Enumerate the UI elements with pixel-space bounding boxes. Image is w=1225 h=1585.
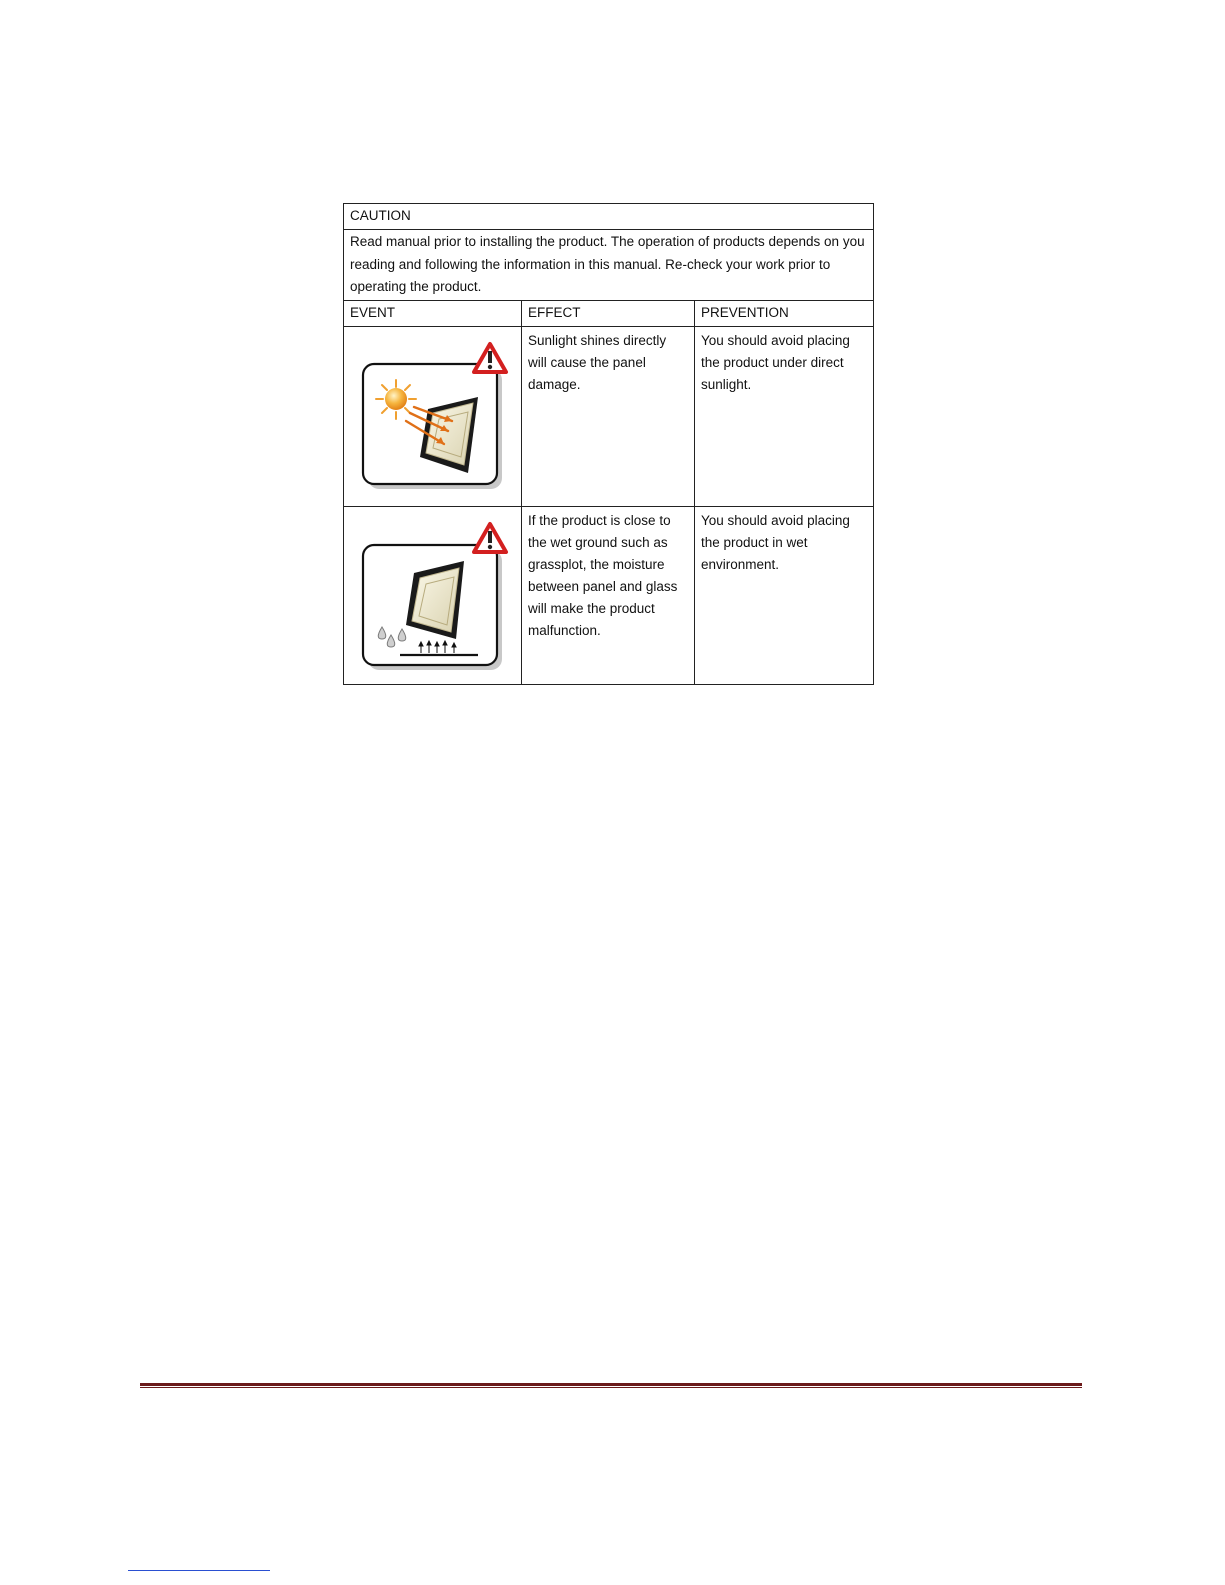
table-row xyxy=(344,326,874,506)
prevention-cell: You should avoid placing the product in wet environment. xyxy=(695,506,874,684)
prevention-cell: You should avoid placing the product under direct sunlight. xyxy=(695,326,874,506)
event-cell xyxy=(344,326,522,506)
header-effect: EFFECT xyxy=(522,300,695,326)
wet-ground-panel-warning-icon xyxy=(344,507,522,681)
caution-title-row xyxy=(344,204,874,230)
footnote-separator xyxy=(128,1570,270,1571)
caution-table xyxy=(343,203,874,685)
caution-notice-row xyxy=(344,230,874,301)
caution-notice: Read manual prior to installing the product. The operation of products depends on you reading and following the information in this manual. Re-check your work prior to operating the product. xyxy=(344,230,874,301)
footer-divider xyxy=(140,1383,1082,1389)
table-row xyxy=(344,506,874,684)
header-prevention: PREVENTION xyxy=(695,300,874,326)
effect-cell: If the product is close to the wet ground such as grassplot, the moisture between panel and glass will make the product malfunction. xyxy=(522,506,695,684)
sunlight-panel-warning-icon xyxy=(344,327,522,501)
caution-title: CAUTION xyxy=(344,204,874,230)
event-cell xyxy=(344,506,522,684)
effect-cell: Sunlight shines directly will cause the panel damage. xyxy=(522,326,695,506)
column-header-row xyxy=(344,300,874,326)
footer-divider-thick-line xyxy=(140,1383,1082,1386)
header-event: EVENT xyxy=(344,300,522,326)
footer-divider-thin-line xyxy=(140,1387,1082,1388)
